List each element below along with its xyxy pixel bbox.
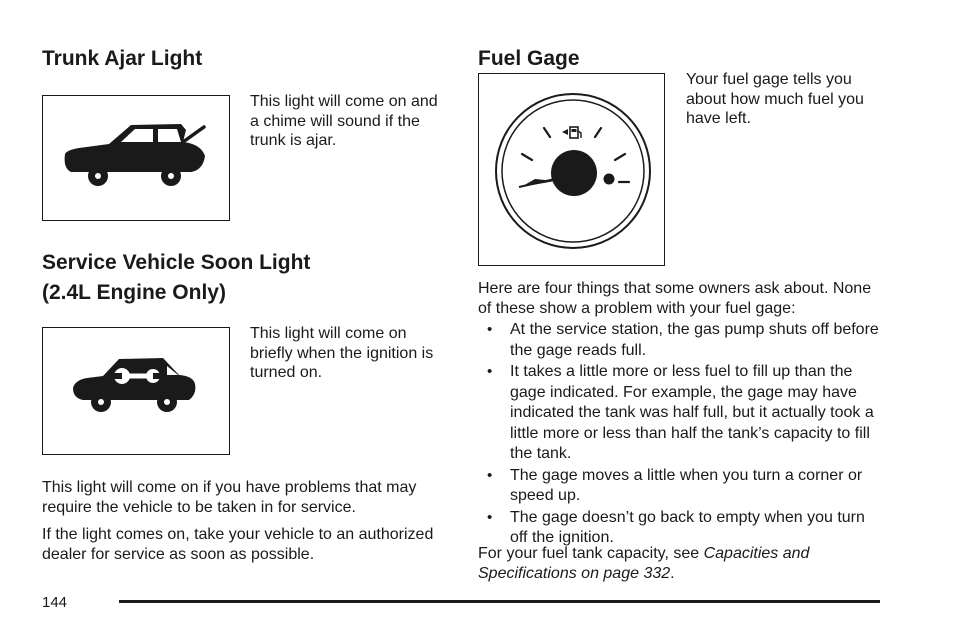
service-vehicle-icon-box xyxy=(42,327,230,455)
list-item: • It takes a little more or less fuel to fill up than the gage indicated. For example, the gage may have indicated the tank was half full, but it actually took a little more or less than half the tank’s capacity to fill the tank. xyxy=(478,362,883,465)
capacity-prefix: For your fuel tank capacity, see xyxy=(478,545,704,562)
trunk-ajar-icon-box xyxy=(42,95,230,221)
service-vehicle-paragraph-1: This light will come on if you have problems that may require the vehicle to be taken in for service. xyxy=(42,479,417,516)
trunk-ajar-description: This light will come on and a chime will sound if the trunk is ajar. xyxy=(250,93,438,149)
service-vehicle-heading-line2: (2.4L Engine Only) xyxy=(42,281,226,304)
fuel-gage-icon-box xyxy=(478,73,665,266)
footer-rule xyxy=(119,600,880,603)
fuel-gauge-icon xyxy=(479,74,666,267)
capacity-suffix: . xyxy=(670,565,675,582)
capacities-link[interactable]: Capacities and Specifications on page 332 xyxy=(478,545,810,582)
fuel-gage-description: Your fuel gage tells you about how much fuel you have left. xyxy=(686,71,864,127)
car-wrench-icon xyxy=(43,328,231,456)
car-trunk-open-icon xyxy=(43,96,231,222)
fuel-gage-intro: Here are four things that some owners ask about. None of these show a problem with your fuel gage: xyxy=(478,280,872,317)
service-vehicle-paragraph-2: If the light comes on, take your vehicle to an authorized dealer for service as soon as possible. xyxy=(42,526,434,563)
fuel-gage-bullet-list xyxy=(478,320,883,550)
fuel-gage-heading: Fuel Gage xyxy=(478,47,580,70)
service-vehicle-description: This light will come on briefly when the ignition is turned on. xyxy=(250,325,434,381)
trunk-ajar-heading: Trunk Ajar Light xyxy=(42,47,203,70)
list-item: • The gage doesn’t go back to empty when you turn off the ignition. xyxy=(478,508,883,549)
list-item: • The gage moves a little when you turn a corner or speed up. xyxy=(478,466,883,507)
fuel-capacity-reference xyxy=(478,544,883,584)
service-vehicle-heading-line1: Service Vehicle Soon Light xyxy=(42,251,311,274)
page-number: 144 xyxy=(42,594,68,611)
fuel-pump-symbol xyxy=(562,127,581,138)
list-item: • At the service station, the gas pump shuts off before the gage reads full. xyxy=(478,320,883,361)
